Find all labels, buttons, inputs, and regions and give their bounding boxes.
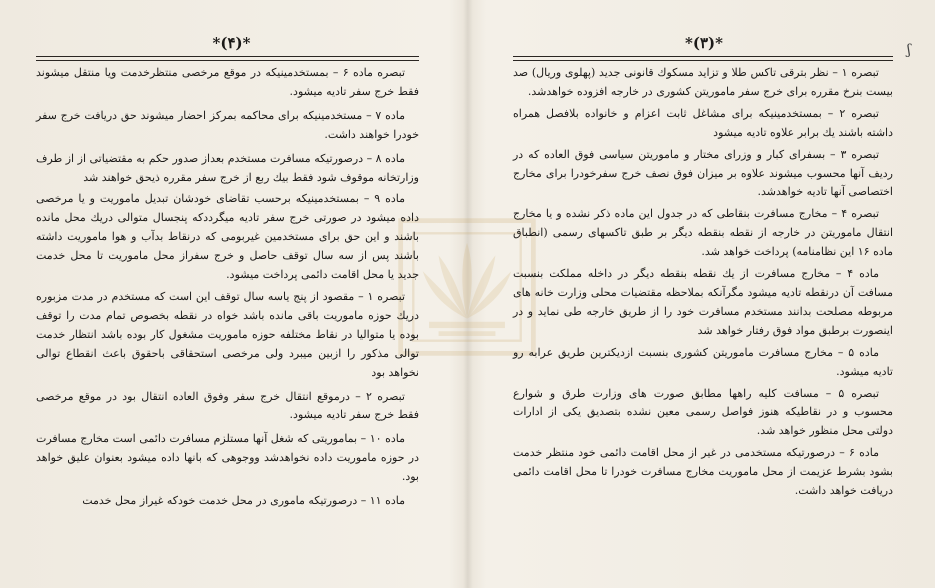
paragraph: تبصره ۲ – بمستخدمینیکه برای مشاغل ثابت اعزام و خانواده بلافصل همراه داشته باشند یك برابر علاوه تادیه میشود [513,106,893,139]
paragraph: تبصره ۲ – درموقع انتقال خرج سفر وفوق العاده انتقال بود در موقع مرخصی فقط خرج سفر تادیه میشود. [36,389,419,422]
header-rule [36,56,419,57]
paragraph: تبصره ۱ – مقصود از پنج یاسه سال توقف این است که مستخدم در مدت مزبوره دریك حوزه ماموریت باقی مانده باشد خواه در نقطه بخصوص تمام مدت را توقف بوده یا متوالیا در نقاط مختلفه حوزه ماموریت مشغول کار بوده باشد انتظار خدمت توالی مذکور را ازبین میبرد ولی مرخصی استحقاقی باحقوق باعث انقطاع توالی نخواهد بود [36,289,419,379]
page-number: *(۴)* [212,34,251,52]
paragraph: ماده ۴ – مخارج مسافرت از یك نقطه بنقطه دیگر در داخله مملکت بنسبت مسافت آن درنقطه تادیه میشود مگرآنکه بملاحظه مقتضیات محلی وزارت خانه های مربوطه مصلحت بدانند مستخدم مسافرت خود را از طریق خارجه طی نماید و در اینصورت برطبق مواد فوق رفتار خواهد شد [513,267,893,337]
paragraph: تبصره ۴ – مخارج مسافرت بنقاطی که در جدول این ماده ذکر نشده و یا مخارج انتقال ماموریتن در خارجه از نقطه بنقطه دیگر بر طبق تاکسهای رسمی (انطباق ماده ۱۶ این نظامنامه) پرداخت خواهد شد. [513,207,893,259]
paragraph: تبصره ماده ۶ – بمستخدمینیکه در موقع مرخصی منتظرخدمت ویا منتقل میشوند فقط خرج سفر تادیه میشود. [36,66,419,98]
paragraph: ماده ۷ – مستخدمینیکه برای محاکمه بمرکز احضار میشوند حق دریافت خرج سفر خودرا خواهند داشت. [36,108,419,141]
page-number: *(۳)* [685,34,723,52]
paragraph: ماده ۹ – بمستخدمینیکه برحسب تقاضای خودشان تبدیل ماموریت و یا مرخصی داده میشود در صورتی خرج سفر تادیه میگرددکه پنجسال متوالی دریك محل مانده باشند و این حق برای مستخدمین غیربومی که درنقاط بدآب و هوا ماموریت داشته باشند پس از سه سال توقف حاصل و خرج سفراز محل ماموریت تا محل خدمت جدید یا محل اقامت دائمی پرداخت میشود. [36,192,419,282]
right-page [473,0,935,588]
page-body [36,64,419,514]
paragraph: تبصره ۵ – مسافت کلیه راهها مطابق صورت های وزارت طرق و شوارع محسوب و در نقاطیکه هنوز فواصل رسمی معین نشده بتصدیق یکی از ادارات دولتی محل منظور خواهد شد. [513,386,893,438]
left-page [0,0,463,588]
paragraph: ماده ۸ – درصورتیکه مسافرت مستخدم بعداز صدور حکم به مقتضیاتی از از طرف وزارتخانه موقوف شود فقط بیك ربع از خرج سفر مقرره ذیحق خواهند شد [36,151,419,184]
header-rule [513,56,893,57]
paragraph: تبصره ۳ – بسفرای کبار و وزرای مختار و ماموریتن سیاسی فوق العاده که در ردیف آنها محسوب میشوند علاوه بر میزان فوق نصف خرج سفرخودرا برای مخارج اختصاصی آنها تادیه خواهدشد. [513,147,893,199]
paragraph: ماده ۶ – درصورتیکه مستخدمی در غیر از محل اقامت دائمی خود منتظر خدمت بشود بشرط عزیمت از محل ماموریت مخارج مسافرت خودرا تا محل اقامت دائمی دریافت خواهد داشت. [513,446,893,498]
margin-pencil-mark: ʃ [907,42,911,58]
paragraph: ماده ۵ – مخارج مسافرت ماموریتن کشوری بنسبت ازدیکترین طریق عرابه رو تادیه میشود. [513,345,893,378]
paragraph: ماده ۱۰ – بماموریتی که شغل آنها مستلزم مسافرت دائمی است مخارج مسافرت در حوزه ماموریت داده نخواهدشد ووجوهی که بانها داده میشود بعنوان علیق خواهد بود. [36,432,419,484]
paragraph: تبصره ۱ – نظر بترقی تاکس طلا و تزاید مسکوك قانونی جدید (پهلوی وریال) صد بیست بنرخ مقرره برای خرج سفر ماموریتن کشوری در خارجه افزوده خواهدشد. [513,66,893,98]
paragraph: ماده ۱۱ – درصورتیکه ماموری در محل خدمت خودکه غیراز محل خدمت [82,494,405,508]
page-body [513,64,893,504]
